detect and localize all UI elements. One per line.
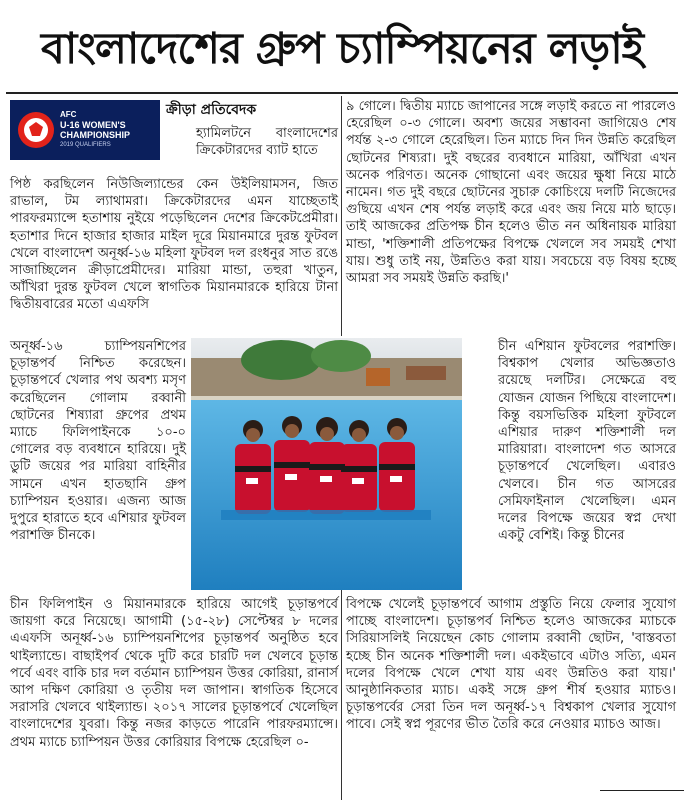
logo-line-championship: CHAMPIONSHIP [60, 130, 131, 140]
logo-line-u16: U-16 WOMEN'S [60, 120, 126, 130]
article-paragraph-7: বিপক্ষে খেলেই চূড়ান্তপর্বে আগাম প্রস্তুতি নিয়ে ফেলার সুযোগ পাচ্ছে বাংলাদেশ। চূড়ান্তপর্ব নিশ্চিত হলেও আজকের ম্যাচকে সিরিয়াসলিই নিয়েছেন কোচ গোলাম রব্বানী ছোটন, 'বাস্তবতা হচ্ছে চীন অনেক শক্তিশালী দল। একইভাবে এটাও সত্যি, এমন দলের বিপক্ষে খেলে শেখা যায় এবং উন্নতিও করা যায়।' আনুষ্ঠানিকতার ম্যাচ। একই সঙ্গে গ্রুপ শীর্ষ হওয়ার ম্যাচও। চূড়ান্তপর্বের সেরা তিন দল অনূর্ধ্ব-১৭ বিশ্বকাপ খেলার সুযোগ পাবে। সেই স্বপ্ন পূরণের ভীত তৈরি করে নেওয়ার ম্যাচও আজ। [346, 597, 676, 733]
article-paragraph-5: ৯ গোলে। দ্বিতীয় ম্যাচে জাপানের সঙ্গে লড়াই করতে না পারলেও হেরেছিল ০-৩ গোলে। অবশ্য জয়ের সম্ভাবনা জাগিয়েও শেষ পর্যন্ত ২-৩ গোলে হেরেছিল। তিন ম্যাচে দিন দিন উন্নতি করেছিল ছোটনের শিষ্যরা। দুই বছরের ব্যবধানে মারিয়া, আঁখিরা এখন অনেক পরিণত। অনেক গোছানো এবং জয়ের ক্ষুধা নিয়ে মাঠে নামেন। গত দুই বছরে ছোটনের সুচারু কোচিংয়ে দলটি নিজেদের গুছিয়ে এখন শেষ পর্যন্ত লড়াই করে এবং জয় নিয়ে মাঠ ছাড়ে। তাই আজকের প্রতিপক্ষ চীন হলেও ভীত নন অধিনায়ক মারিয়া মান্ডা, 'শক্তিশালী প্রতিপক্ষের বিপক্ষে খেললে সব সময়ই শেখা যায়। শুধু তাই নয়, উন্নতিও করা যায়। সবচেয়ে বড় বিষয় হচ্ছে আমরা সব সময়ই উন্নতি করছি।' [346, 99, 676, 287]
logo-line-qualifiers: 2019 QUALIFIERS [60, 142, 111, 148]
afc-logo [10, 100, 160, 160]
column-divider [341, 96, 342, 336]
article-paragraph-2: পিষ্ঠ করছিলেন নিউজিল্যান্ডের কেন উইলিয়ামসন, জিত রাভাল, টম ল্যাথামরা। ক্রিকেটারদের এমন যাচ্ছেতাই পারফরম্যান্সে হতাশায় নুইয়ে পড়েছিলেন দেশের ক্রিকেটপ্রেমীরা। হতাশার দিনে হাজার হাজার মাইল দূরে মিয়ানমারে দুরন্ত ফুটবল খেলে বাংলাদেশ অনূর্ধ্ব-১৬ মহিলা ফুটবল দল রংধনুর সাত রঙে সাজাচ্ছিলেন ক্রীড়াপ্রেমীদের। মারিয়া মান্ডা, তহুরা খাতুন, আঁখিরা দুরন্ত ফুটবল খেলে স্বাগতিক মিয়ানমারকে হারিয়ে টানা দ্বিতীয়বারের মতো এএফসি [10, 177, 338, 313]
article-paragraph-4: চীন ফিলিপাইন ও মিয়ানমারকে হারিয়ে আগেই চূড়ান্তপর্বে জায়গা করে নিয়েছে। আগামী (১৫-২৮) সেপ্টেম্বর ৮ দলের এএফসি অনূর্ধ্ব-১৬ চ্যাম্পিয়নশিপের চূড়ান্তপর্ব অনুষ্ঠিত হবে থাইল্যান্ডে। বাছাইপর্ব থেকে দুটি করে চারটি দল খেলবে চূড়ান্ত পর্বে এবং বাকি চার দল বর্তমান চ্যাম্পিয়ন উত্তর কোরিয়া, রানার্স আপ দক্ষিণ কোরিয়া ও তৃতীয় দল জাপান। স্বাগতিক হিসেবে সরাসরি খেলবে থাইল্যান্ড। ২০১৭ সালের চূড়ান্তপর্বে খেলেছিল বাংলাদেশের যুবরা। কিন্তু নজর কাড়তে পারেনি পারফরম্যান্সে। প্রথম ম্যাচে চ্যাম্পিয়ন উত্তর কোরিয়ার বিপক্ষে হেরেছিল ০- [10, 597, 338, 750]
team-photo [191, 338, 462, 590]
page-corner-rule [600, 790, 684, 808]
column-divider-lower [341, 590, 342, 800]
team-photo-illustration [191, 338, 462, 590]
headline-rule [6, 92, 678, 94]
football-icon [16, 110, 56, 150]
byline: ক্রীড়া প্রতিবেদক [166, 102, 257, 118]
article-paragraph-3: অনূর্ধ্ব-১৬ চ্যাম্পিয়নশিপের চূড়ান্তপর্ব নিশ্চিত করেছেন। চূড়ান্তপর্বে খেলার পথ অবশ্য মসৃণ করেছিলেন গোলাম রব্বানী ছোটনের শিষ্যারা গ্রুপের প্রথম ম্যাচে ফিলিপাইনকে ১০-০ গোলের বড় ব্যবধানে হারিয়ে। দুই ডুটি জয়ের পর মারিয়া বাহিনীর সামনে এখন হাতছানি গ্রুপ চ্যাম্পিয়ন হওয়ার। এজন্য আজ দুপুরে হারাতে হবে এশিয়ার ফুটবল পরাশক্তি চীনকে। [10, 339, 186, 544]
article-paragraph-6: চীন এশিয়ান ফুটবলের পরাশক্তি। বিশ্বকাপ খেলার অভিজ্ঞতাও রয়েছে দলটির। সেক্ষেত্রে বহু যোজন যোজন পিছিয়ে বাংলাদেশ। কিন্তু বয়সভিত্তিক মহিলা ফুটবলে এশিয়ার দারুণ শক্তিশালী দল মারিয়ারা। বাংলাদেশ গত আসরে চূড়ান্তপর্বে খেলেছিল। এবারও খেলবে। চীন গত আসরের সেমিফাইনাল খেলেছিল। এমন দলের বিপক্ষে জয়ের স্বপ্ন দেখা একটু বেশিই। কিন্তু চীনের [498, 339, 676, 544]
headline: বাংলাদেশের গ্রুপ চ্যাম্পিয়নের লড়াই [40, 24, 644, 74]
article-paragraph-1: হ্যামিলটনে বাংলাদেশের ক্রিকেটারদের ব্যাট হাতে [196, 126, 338, 159]
logo-line-afc: AFC [60, 110, 77, 119]
